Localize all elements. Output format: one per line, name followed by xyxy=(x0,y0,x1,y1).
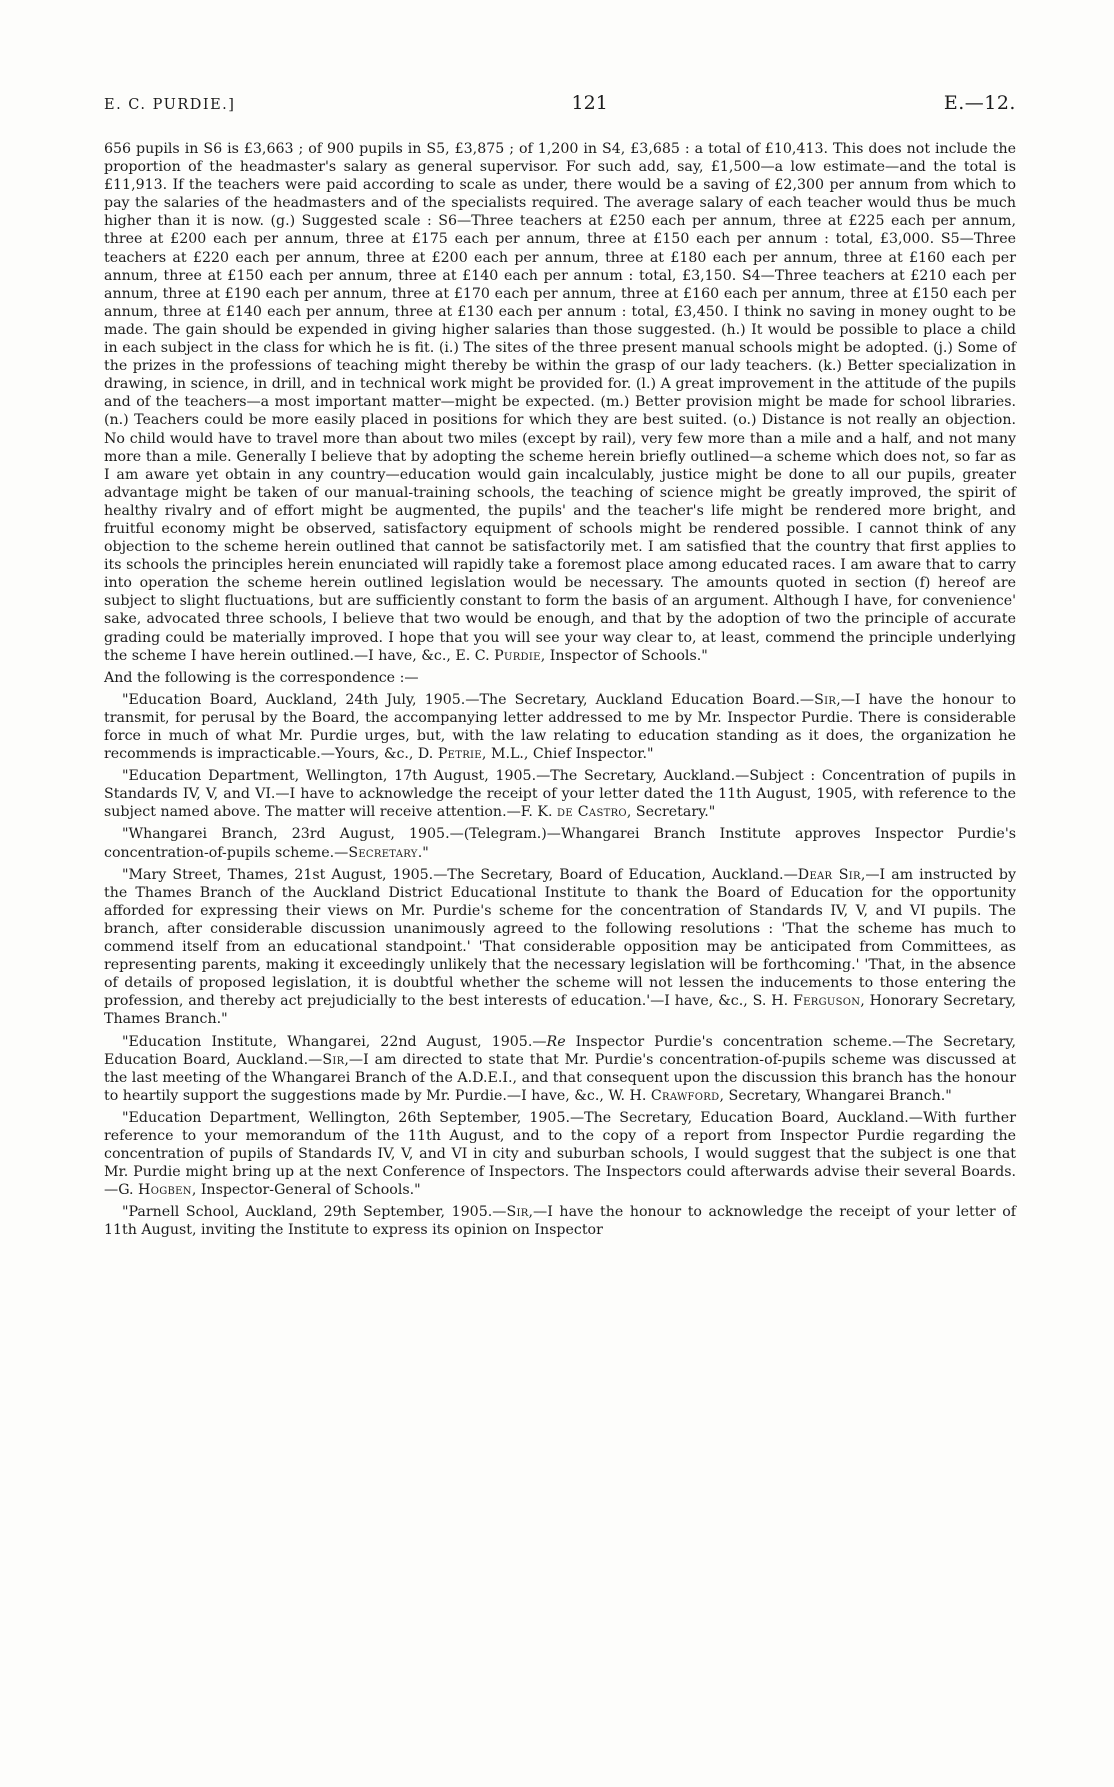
small-caps-name: Dear Sir xyxy=(797,866,861,883)
running-header xyxy=(104,92,1016,132)
text-run: , Inspector-General of Schools." xyxy=(191,1182,421,1199)
correspondence-paragraph xyxy=(104,1203,1016,1239)
small-caps-name: Ferguson xyxy=(793,993,861,1010)
text-run: "Education Department, Wellington, 26th September, 1905.—The Secretary, Education Board, Auckland.—With further reference to your memorandum of the 11th August, and to the copy of a report from Inspector Purdie regarding the concentration of pupils of Standards IV, V, and VI in city and suburban schools, I would suggest that the subject is one that Mr. Purdie might bring up at the next Conference of Inspectors. The Inspectors could afterwards advise their several Boards.—G. xyxy=(104,1109,1016,1199)
small-caps-name: Petrie xyxy=(437,746,482,763)
text-run: 656 pupils in S6 is £3,663 ; of 900 pupils in S5, £3,875 ; of 1,200 in S4, £3,685 : a total of £10,413. This does not include the proportion of the headmaster's salary as general supervisor. For such add, say, £1,500—a low estimate—and the total is £11,913. If the teachers were paid according to scale as under, there would be a saving of £2,300 per annum from which to pay the salaries of the headmasters and of the specialists required. The average salary of each teacher would thus be much higher than it is now. (g.) Suggested scale : S6—Three teachers at £250 each per annum, three at £225 each per annum, three at £200 each per annum, three at £175 each per annum, three at £150 each per annum : total, £3,000. S5—Three teachers at £220 each per annum, three at £200 each per annum, three at £180 each per annum, three at £160 each per annum, three at £150 each per annum, three at £140 each per annum : total, £3,150. S4—Three teachers at £210 each per annum, three at £190 each per annum, three at £170 each per annum, three at £160 each per annum, three at £150 each per annum, three at £140 each per annum, three at £130 each per annum : total, £3,450. I think no saving in money ought to be made. The gain should be expended in giving higher salaries than those suggested. (h.) It would be possible to place a child in each subject in the class for which he is fit. (i.) The sites of the three present manual schools might be adopted. (j.) Some of the prizes in the professions of teaching might thereby be within the grasp of our lady teachers. (k.) Better specialization in drawing, in science, in drill, and in technical work might be provided for. (l.) A great improvement in the attitude of the pupils and of the teachers—a most important matter—might be expected. (m.) Better provision might be made for school libraries. (n.) Teachers could be more easily placed in positions for which they are best suited. (o.) Distance is not really an objection. No child would have to travel more than about two miles (except by rail), very few more than a mile and a half, and not many more than a mile. Generally I believe that by adopting the scheme herein briefly outlined—a scheme which does not, so far as I am aware yet obtain in any country—education would gain incalculably, justice might be done to all our pupils, greater advantage might be taken of our manual-training schools, the teaching of science might be greatly improved, the spirit of healthy rivalry and of effort might be augmented, the pupils' and the teacher's life might be rendered more bright, and fruitful economy might be observed, satisfactory equipment of schools might be rendered possible. I cannot think of any objection to the scheme herein outlined that cannot be satisfactorily met. I am satisfied that the country that first applies to its schools the principles herein enunciated will rapidly take a foremost place among educated races. I am aware that to carry into operation the scheme herein outlined legislation would be necessary. The amounts quoted in section (f) hereof are subject to slight fluctuations, but are sufficiently constant to form the basis of an argument. Although I have, for convenience' sake, advocated three schools, I believe that two would be enough, and that by the adoption of two the principle of accurate grading could be materially improved. I hope that you will see your way clear to, at least, commend the principle underlying the scheme I have herein outlined.—I have, &c., E. C. xyxy=(104,141,1016,664)
small-caps-name: Hogben xyxy=(138,1182,192,1199)
text-run: , Honorary Secretary, Thames Branch." xyxy=(104,993,1017,1028)
correspondence-paragraph xyxy=(104,691,1016,763)
body-paragraph xyxy=(104,669,1016,687)
text-run: , Secretary, Whangarei Branch." xyxy=(719,1087,952,1104)
correspondence-paragraph xyxy=(104,866,1016,1029)
body-paragraph xyxy=(104,140,1016,665)
text-run: Inspector Purdie's concentration scheme.—The Secretary, Education Board, Auckland.— xyxy=(104,1033,1016,1068)
text-run: And the following is the correspondence :— xyxy=(104,669,419,686)
author-running-head: E. C. PURDIE.] xyxy=(104,97,236,113)
small-caps-name: Sir xyxy=(322,1051,345,1068)
text-run: , Inspector of Schools." xyxy=(540,647,708,664)
text-run: ,—I have the honour to transmit, for perusal by the Board, the accompanying letter addressed to me by Mr. Inspector Purdie. There is considerable force in much of what Mr. Purdie urges, but, with the law relating to education standing as it does, the organization he recommends is impracticable.—Yours, &c., D. xyxy=(104,691,1016,763)
document-code: E.—12. xyxy=(943,92,1016,114)
text-run: "Education Board, Auckland, 24th July, 1905.—The Secretary, Auckland Education Board.— xyxy=(122,691,815,708)
text-run: ,—I am directed to state that Mr. Purdie's concentration-of-pupils scheme was discussed at the last meeting of the Whangarei Branch of the A.D.E.I., and that consequent upon the discussion this branch has the honour to heartily support the suggestions made by Mr. Purdie.—I have, &c., W. H. xyxy=(104,1051,1017,1104)
small-caps-name: Purdie xyxy=(494,647,541,664)
text-run: , Secretary." xyxy=(626,804,716,821)
correspondence-paragraph xyxy=(104,825,1016,861)
text-run: "Mary Street, Thames, 21st August, 1905.—The Secretary, Board of Education, Auckland.— xyxy=(122,866,798,883)
small-caps-name: de Castro xyxy=(557,804,627,821)
small-caps-name: Crawford xyxy=(650,1087,720,1104)
body-text xyxy=(104,140,1016,1240)
correspondence-paragraph xyxy=(104,1033,1016,1105)
text-run: Re xyxy=(546,1033,566,1050)
text-run: "Education Department, Wellington, 17th August, 1905.—The Secretary, Auckland.—Subject : Concentration of pupils in Standards IV, V, and VI.—I have to acknowledge the receipt of your letter dated the 11th August, 1905, with reference to the subject named above. The matter will receive attention.—F. K. xyxy=(104,768,1016,821)
text-run: ,—I have the honour to acknowledge the receipt of your letter of 11th August, inviting the Institute to express its opinion on Inspector xyxy=(104,1204,1016,1239)
text-run: ." xyxy=(417,844,429,861)
small-caps-name: Secretary xyxy=(348,844,418,861)
correspondence-paragraph xyxy=(104,767,1016,821)
small-caps-name: Sir xyxy=(814,691,837,708)
text-run: "Whangarei Branch, 23rd August, 1905.—(Telegram.)—Whangarei Branch Institute approves Inspector Purdie's concentration-of-pupils scheme.— xyxy=(104,826,1016,861)
small-caps-name: Sir xyxy=(506,1204,529,1221)
text-run: "Education Institute, Whangarei, 22nd August, 1905.— xyxy=(122,1033,547,1050)
text-run: "Parnell School, Auckland, 29th September, 1905.— xyxy=(122,1204,507,1221)
page-number: 121 xyxy=(571,92,608,114)
text-run: , M.L., Chief Inspector." xyxy=(481,746,654,763)
text-run: ,—I am instructed by the Thames Branch of the Auckland District Educational Institute to thank the Board of Education for the opportunity afforded for expressing their views on Mr. Purdie's scheme for the concentration of Standards IV, V, and VI pupils. The branch, after considerable discussion unanimously agreed to the following resolutions : 'That the scheme has much to commend itself from an educational standpoint.' 'That considerable opposition may be anticipated from Committees, as representing parents, making it exceedingly unlikely that the necessary legislation will be forthcoming.' 'That, in the absence of details of proposed legislation, it is doubtful whether the scheme will not lessen the inducements to those entering the profession, and thereby act prejudicially to the best interests of education.'—I have, &c., S. H. xyxy=(104,866,1016,1010)
correspondence-paragraph xyxy=(104,1109,1016,1199)
